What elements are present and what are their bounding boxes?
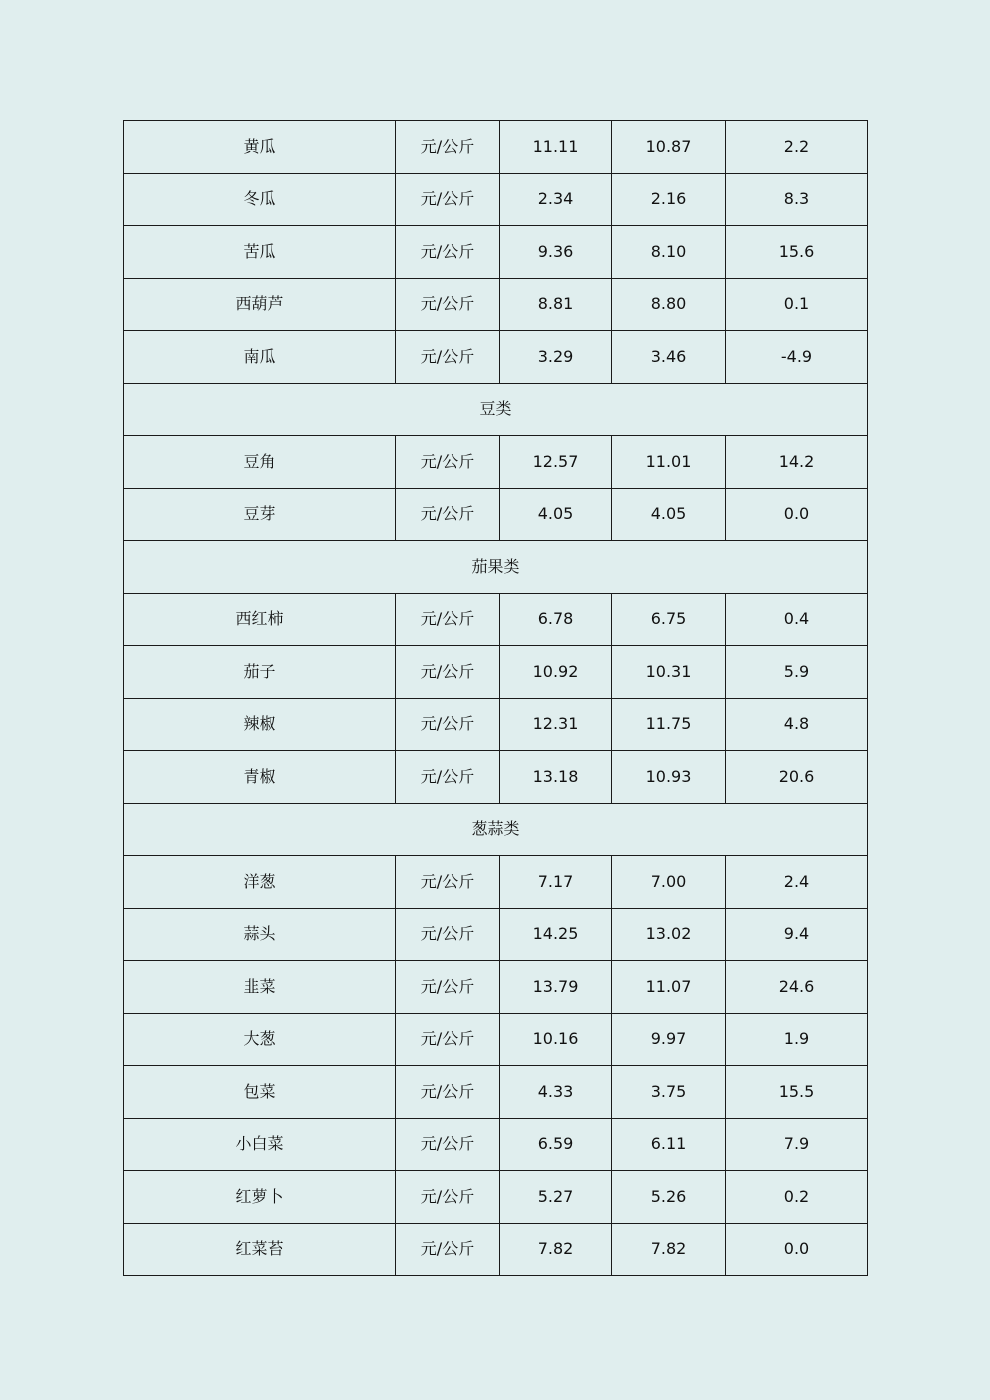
table-row (124, 1066, 868, 1119)
previous-price-cell: 11.07 (612, 961, 726, 1014)
unit-cell: 元/公斤 (396, 226, 500, 279)
current-price-cell: 2.34 (500, 173, 612, 226)
previous-price-cell: 7.00 (612, 856, 726, 909)
item-name-cell: 南瓜 (124, 331, 396, 384)
unit-cell: 元/公斤 (396, 121, 500, 174)
previous-price-cell: 10.31 (612, 646, 726, 699)
item-name-cell: 豆角 (124, 436, 396, 489)
table-row (124, 436, 868, 489)
change-percent-cell: 14.2 (726, 436, 868, 489)
previous-price-cell: 7.82 (612, 1223, 726, 1276)
previous-price-cell: 9.97 (612, 1013, 726, 1066)
current-price-cell: 9.36 (500, 226, 612, 279)
category-row (124, 383, 868, 436)
previous-price-cell: 10.87 (612, 121, 726, 174)
change-percent-cell: 1.9 (726, 1013, 868, 1066)
current-price-cell: 12.57 (500, 436, 612, 489)
unit-cell: 元/公斤 (396, 331, 500, 384)
unit-cell: 元/公斤 (396, 961, 500, 1014)
unit-cell: 元/公斤 (396, 1171, 500, 1224)
unit-cell: 元/公斤 (396, 908, 500, 961)
table-row (124, 1171, 868, 1224)
change-percent-cell: 15.5 (726, 1066, 868, 1119)
item-name-cell: 豆芽 (124, 488, 396, 541)
previous-price-cell: 10.93 (612, 751, 726, 804)
unit-cell: 元/公斤 (396, 751, 500, 804)
table-row (124, 908, 868, 961)
table-row (124, 488, 868, 541)
change-percent-cell: 5.9 (726, 646, 868, 699)
previous-price-cell: 5.26 (612, 1171, 726, 1224)
previous-price-cell: 2.16 (612, 173, 726, 226)
table-row (124, 646, 868, 699)
change-percent-cell: -4.9 (726, 331, 868, 384)
item-name-cell: 蒜头 (124, 908, 396, 961)
unit-cell: 元/公斤 (396, 488, 500, 541)
item-name-cell: 韭菜 (124, 961, 396, 1014)
current-price-cell: 12.31 (500, 698, 612, 751)
previous-price-cell: 6.11 (612, 1118, 726, 1171)
current-price-cell: 13.18 (500, 751, 612, 804)
table-row (124, 593, 868, 646)
vegetable-price-table (123, 120, 868, 1276)
item-name-cell: 小白菜 (124, 1118, 396, 1171)
category-label: 豆类 (124, 383, 868, 436)
previous-price-cell: 8.80 (612, 278, 726, 331)
unit-cell: 元/公斤 (396, 646, 500, 699)
item-name-cell: 苦瓜 (124, 226, 396, 279)
table-row (124, 278, 868, 331)
previous-price-cell: 6.75 (612, 593, 726, 646)
category-row (124, 803, 868, 856)
table-row (124, 1118, 868, 1171)
current-price-cell: 6.78 (500, 593, 612, 646)
change-percent-cell: 0.1 (726, 278, 868, 331)
category-row (124, 541, 868, 594)
item-name-cell: 红菜苔 (124, 1223, 396, 1276)
change-percent-cell: 15.6 (726, 226, 868, 279)
item-name-cell: 冬瓜 (124, 173, 396, 226)
item-name-cell: 红萝卜 (124, 1171, 396, 1224)
table-row (124, 331, 868, 384)
change-percent-cell: 20.6 (726, 751, 868, 804)
item-name-cell: 青椒 (124, 751, 396, 804)
item-name-cell: 大葱 (124, 1013, 396, 1066)
current-price-cell: 3.29 (500, 331, 612, 384)
table-row (124, 751, 868, 804)
previous-price-cell: 3.75 (612, 1066, 726, 1119)
change-percent-cell: 0.2 (726, 1171, 868, 1224)
item-name-cell: 西红柿 (124, 593, 396, 646)
table-row (124, 173, 868, 226)
table-row (124, 698, 868, 751)
previous-price-cell: 11.75 (612, 698, 726, 751)
current-price-cell: 11.11 (500, 121, 612, 174)
table-row (124, 226, 868, 279)
unit-cell: 元/公斤 (396, 856, 500, 909)
item-name-cell: 辣椒 (124, 698, 396, 751)
table-row (124, 856, 868, 909)
unit-cell: 元/公斤 (396, 1118, 500, 1171)
unit-cell: 元/公斤 (396, 698, 500, 751)
previous-price-cell: 4.05 (612, 488, 726, 541)
change-percent-cell: 0.4 (726, 593, 868, 646)
table-row (124, 1223, 868, 1276)
category-label: 茄果类 (124, 541, 868, 594)
table-row (124, 961, 868, 1014)
change-percent-cell: 9.4 (726, 908, 868, 961)
change-percent-cell: 4.8 (726, 698, 868, 751)
unit-cell: 元/公斤 (396, 1013, 500, 1066)
change-percent-cell: 2.4 (726, 856, 868, 909)
previous-price-cell: 11.01 (612, 436, 726, 489)
change-percent-cell: 8.3 (726, 173, 868, 226)
current-price-cell: 7.17 (500, 856, 612, 909)
change-percent-cell: 0.0 (726, 488, 868, 541)
unit-cell: 元/公斤 (396, 1223, 500, 1276)
change-percent-cell: 0.0 (726, 1223, 868, 1276)
current-price-cell: 13.79 (500, 961, 612, 1014)
previous-price-cell: 13.02 (612, 908, 726, 961)
current-price-cell: 6.59 (500, 1118, 612, 1171)
current-price-cell: 8.81 (500, 278, 612, 331)
item-name-cell: 茄子 (124, 646, 396, 699)
item-name-cell: 黄瓜 (124, 121, 396, 174)
unit-cell: 元/公斤 (396, 593, 500, 646)
current-price-cell: 10.16 (500, 1013, 612, 1066)
unit-cell: 元/公斤 (396, 278, 500, 331)
current-price-cell: 7.82 (500, 1223, 612, 1276)
change-percent-cell: 2.2 (726, 121, 868, 174)
previous-price-cell: 8.10 (612, 226, 726, 279)
current-price-cell: 14.25 (500, 908, 612, 961)
current-price-cell: 10.92 (500, 646, 612, 699)
current-price-cell: 5.27 (500, 1171, 612, 1224)
category-label: 葱蒜类 (124, 803, 868, 856)
table-row (124, 1013, 868, 1066)
item-name-cell: 西葫芦 (124, 278, 396, 331)
unit-cell: 元/公斤 (396, 173, 500, 226)
unit-cell: 元/公斤 (396, 1066, 500, 1119)
item-name-cell: 洋葱 (124, 856, 396, 909)
change-percent-cell: 24.6 (726, 961, 868, 1014)
current-price-cell: 4.33 (500, 1066, 612, 1119)
table-body (124, 121, 868, 1276)
table-row (124, 121, 868, 174)
previous-price-cell: 3.46 (612, 331, 726, 384)
item-name-cell: 包菜 (124, 1066, 396, 1119)
change-percent-cell: 7.9 (726, 1118, 868, 1171)
current-price-cell: 4.05 (500, 488, 612, 541)
unit-cell: 元/公斤 (396, 436, 500, 489)
